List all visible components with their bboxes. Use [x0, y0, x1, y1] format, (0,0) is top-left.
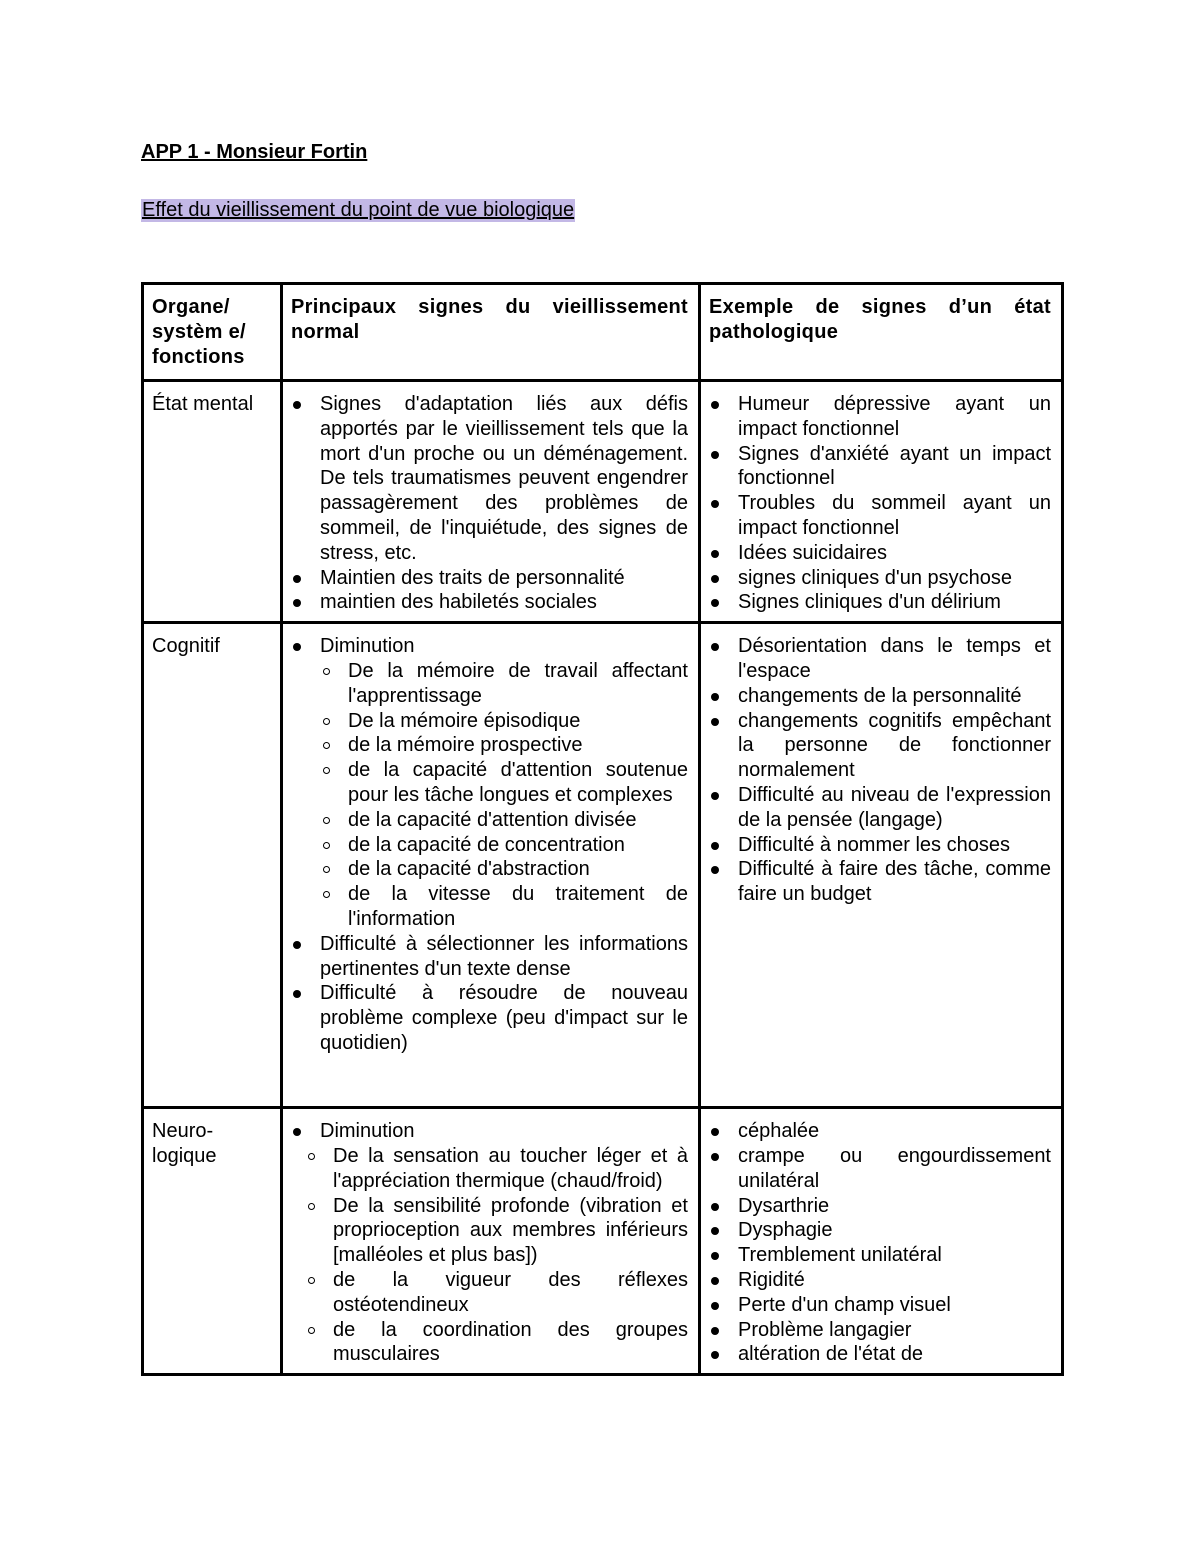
- list-item: Difficulté à résoudre de nouveau problème complexe (peu d'impact sur le quotidien): [291, 981, 688, 1055]
- aging-signs-table: [141, 282, 1064, 1376]
- pathologic-signs-cell: [700, 1108, 1063, 1375]
- list-item: signes cliniques d'un psychose: [709, 566, 1051, 591]
- list-item: Signes cliniques d'un délirium: [709, 590, 1051, 615]
- list-item-label: Diminution: [320, 635, 415, 658]
- sub-list-item: De la sensation au toucher léger et à l'appréciation thermique (chaud/froid): [291, 1144, 688, 1194]
- normal-signs-cell: [282, 381, 700, 623]
- list-item: céphalée: [709, 1119, 1051, 1144]
- header-organ: Organe/ systèm e/ fonctions: [143, 284, 282, 381]
- header-pathologic-signs: Exemple de signes d’un état pathologique: [700, 284, 1063, 381]
- sub-list-item: de la coordination des groupes musculaires: [291, 1318, 688, 1368]
- list-item: Problème langagier: [709, 1318, 1051, 1343]
- list-item: Maintien des traits de personnalité: [291, 566, 688, 591]
- pathologic-signs-cell: [700, 381, 1063, 623]
- pathologic-signs-cell: [700, 623, 1063, 1108]
- section-subtitle: Effet du vieillissement du point de vue biologique: [142, 199, 575, 221]
- list-item: Rigidité: [709, 1268, 1051, 1293]
- sub-list-item: De la mémoire de travail affectant l'apprentissage: [291, 659, 688, 709]
- list-item: Difficulté au niveau de l'expression de la pensée (langage): [709, 783, 1051, 833]
- list-item: Signes d'adaptation liés aux défis apportés par le vieillissement tels que la mort d'un proche ou un déménagement. De tels traumatismes peuvent engendrer passagèrement des problèmes de sommeil, de l'inquiétude, des signes de stress, etc.: [291, 392, 688, 566]
- list-item: Difficulté à faire des tâche, comme faire un budget: [709, 857, 1051, 907]
- sub-list-item: de la capacité d'attention divisée: [291, 808, 688, 833]
- sub-list-item: de la vitesse du traitement de l'information: [291, 882, 688, 932]
- page-title: APP 1 - Monsieur Fortin: [141, 141, 368, 163]
- sub-list-item: De la mémoire épisodique: [291, 709, 688, 734]
- list-item: Difficulté à sélectionner les informations pertinentes d'un texte dense: [291, 932, 688, 982]
- organ-cell: Cognitif: [143, 623, 282, 1108]
- table-row: [143, 381, 1063, 623]
- sub-list-item: de la mémoire prospective: [291, 733, 688, 758]
- list-item-label: Diminution: [320, 1120, 415, 1143]
- list-item: Idées suicidaires: [709, 541, 1051, 566]
- list-item: changements de la personnalité: [709, 684, 1051, 709]
- list-item: Signes d'anxiété ayant un impact fonctionnel: [709, 442, 1051, 492]
- list-item: [291, 1119, 688, 1144]
- table-row: [143, 623, 1063, 1108]
- sub-list-item: de la capacité d'abstraction: [291, 857, 688, 882]
- sub-list-item: de la capacité de concentration: [291, 833, 688, 858]
- list-item: altération de l'état de: [709, 1342, 1051, 1367]
- list-item: Dysphagie: [709, 1218, 1051, 1243]
- list-item: changements cognitifs empêchant la personne de fonctionner normalement: [709, 709, 1051, 783]
- table-header-row: [143, 284, 1063, 381]
- list-item: Difficulté à nommer les choses: [709, 833, 1051, 858]
- list-item: Perte d'un champ visuel: [709, 1293, 1051, 1318]
- organ-cell: Neuro- logique: [143, 1108, 282, 1375]
- list-item: Troubles du sommeil ayant un impact fonctionnel: [709, 491, 1051, 541]
- list-item: Désorientation dans le temps et l'espace: [709, 634, 1051, 684]
- normal-signs-cell: [282, 1108, 700, 1375]
- sub-list-item: de la vigueur des réflexes ostéotendineux: [291, 1268, 688, 1318]
- normal-signs-cell: [282, 623, 700, 1108]
- list-item: Humeur dépressive ayant un impact fonctionnel: [709, 392, 1051, 442]
- list-item: Tremblement unilatéral: [709, 1243, 1051, 1268]
- list-item: crampe ou engourdissement unilatéral: [709, 1144, 1051, 1194]
- header-normal-signs: Principaux signes du vieillissement normal: [282, 284, 700, 381]
- sub-list-item: De la sensibilité profonde (vibration et proprioception aux membres inférieurs [malléoles et plus bas]): [291, 1194, 688, 1268]
- table-row: [143, 1108, 1063, 1375]
- sub-list-item: de la capacité d'attention soutenue pour les tâche longues et complexes: [291, 758, 688, 808]
- list-item: [291, 634, 688, 659]
- organ-cell: État mental: [143, 381, 282, 623]
- list-item: Dysarthrie: [709, 1194, 1051, 1219]
- list-item: maintien des habiletés sociales: [291, 590, 688, 615]
